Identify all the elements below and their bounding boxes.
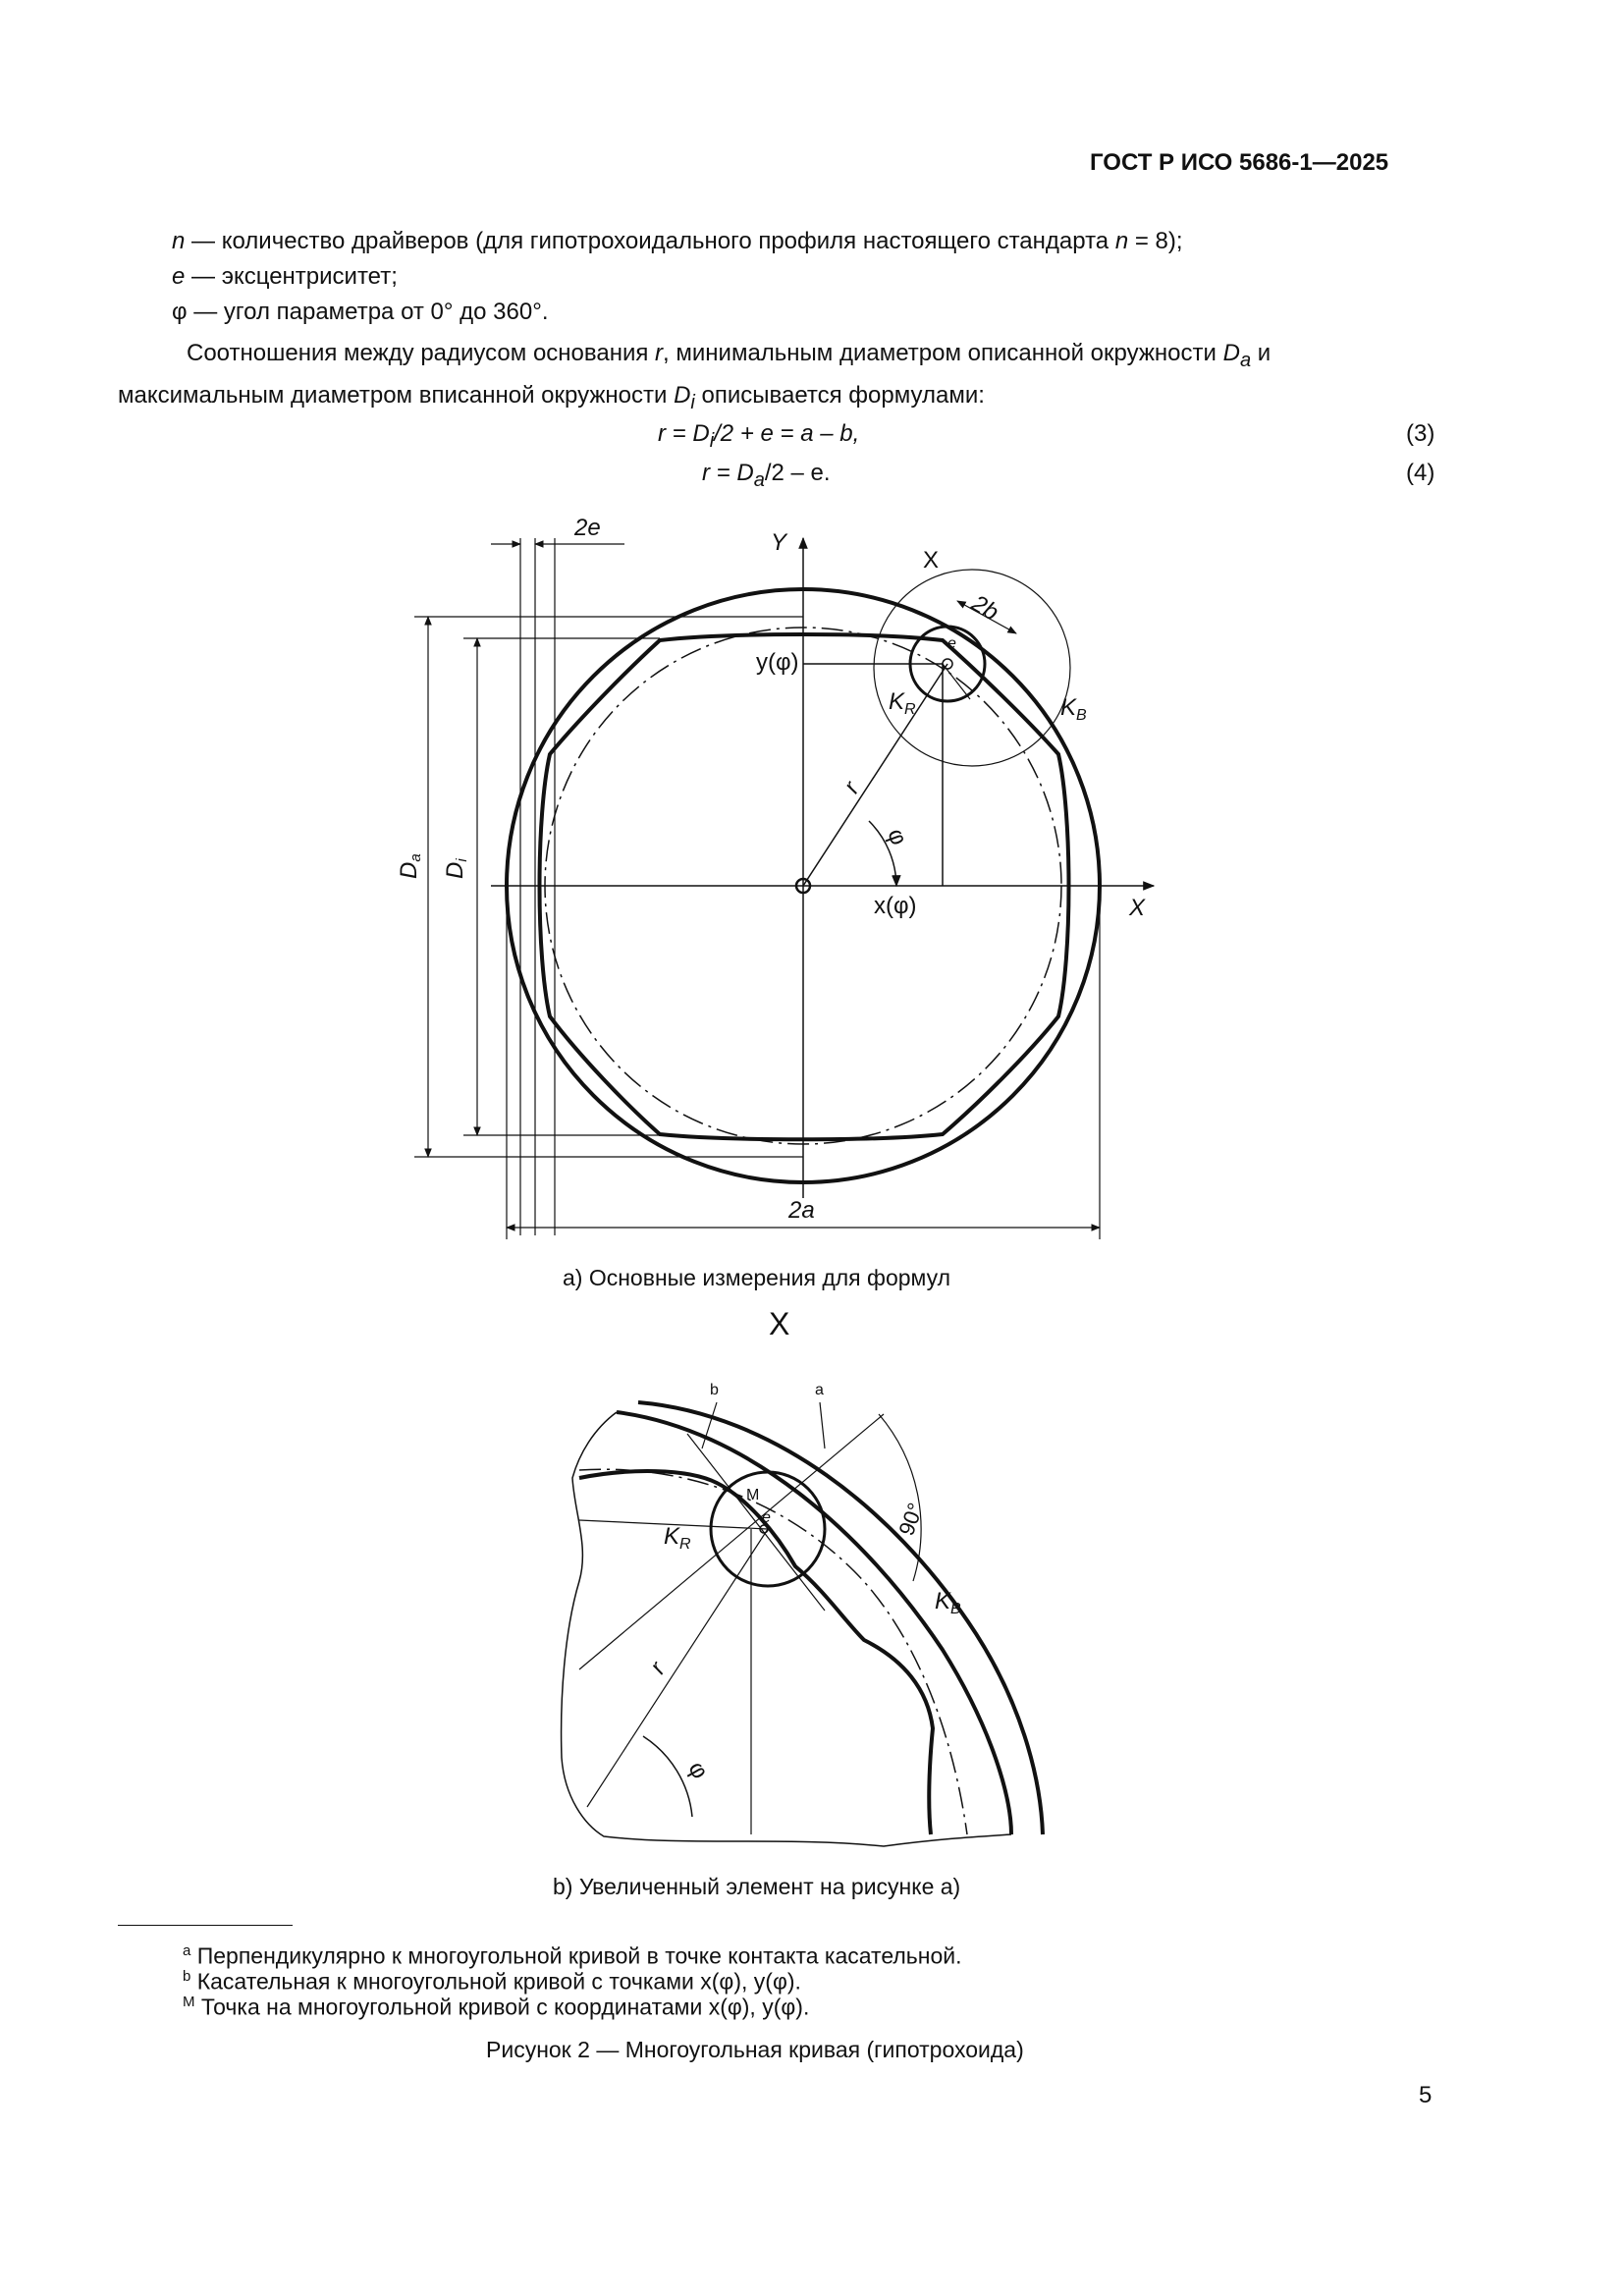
label-phi: φ bbox=[882, 825, 913, 849]
page-number: 5 bbox=[1419, 2082, 1433, 2108]
equation-4: $r = D_a/2 - e$. bbox=[702, 460, 831, 491]
polygon-curve-detail bbox=[579, 1471, 933, 1834]
label-kr-detail: $K_R$ bbox=[664, 1523, 691, 1553]
label-y-phi: y(φ) bbox=[756, 649, 799, 676]
label-r-detail: r bbox=[644, 1657, 672, 1679]
label-x-detail: X bbox=[923, 547, 940, 574]
label-r: r bbox=[838, 777, 865, 798]
break-outline bbox=[562, 1412, 1011, 1846]
label-2b: 2b bbox=[966, 589, 1003, 627]
footnote-a: $^a$ Перпендикулярно к многоугольной кривой в точке контакта касательной. bbox=[183, 1942, 962, 1969]
figure-a-caption: a) Основные измерения для формул bbox=[563, 1265, 951, 1290]
footnote-m: $^M$ Точка на многоугольной кривой с координатами x(φ), y(φ). bbox=[183, 1994, 810, 2020]
label-kb-detail: $K_B$ bbox=[935, 1588, 961, 1617]
definition-e: e — эксцентриситет; bbox=[172, 263, 398, 290]
definition-n: n — количество драйверов (для гипотрохоидального профиля настоящего стандарта n = 8); bbox=[172, 228, 1183, 254]
label-da: Da bbox=[396, 853, 424, 879]
footnote-rule bbox=[118, 1925, 293, 1926]
label-m: M bbox=[746, 1487, 760, 1503]
definition-phi: φ — угол параметра от 0° до 360°. bbox=[172, 299, 549, 325]
figure-title: Рисунок 2 — Многоугольная кривая (гипотрохоида) bbox=[486, 2037, 1024, 2062]
label-kr: $K_R$ bbox=[889, 688, 916, 718]
label-90: 90° bbox=[893, 1500, 929, 1539]
document-header: ГОСТ Р ИСО 5686-1—2025 bbox=[1090, 149, 1389, 176]
label-phi-detail: φ bbox=[682, 1757, 714, 1784]
label-2e: 2e bbox=[574, 515, 601, 541]
relation-paragraph: Соотношения между радиусом основания r, минимальным диаметром описанной окружности $D_a$ и максимальным диаметром вписанной окружности $D_i$ описывается формулами: bbox=[118, 340, 1271, 413]
label-b-leader: b bbox=[710, 1382, 719, 1398]
label-e-detail: e bbox=[762, 1509, 771, 1526]
figure-b-caption: b) Увеличенный элемент на рисунке a) bbox=[553, 1874, 961, 1899]
label-a-leader: a bbox=[815, 1382, 824, 1398]
label-e: e bbox=[947, 635, 956, 652]
footnote-b: $^b$ Касательная к многоугольной кривой с точками x(φ), y(φ). bbox=[183, 1968, 801, 1995]
label-di: Di bbox=[442, 858, 470, 879]
label-2a: 2a bbox=[788, 1197, 815, 1224]
label-y-axis: Y bbox=[771, 529, 787, 556]
outer-arc-kb bbox=[617, 1412, 1011, 1834]
label-x-axis: X bbox=[1129, 895, 1146, 921]
equation-4-number: (4) bbox=[1406, 460, 1435, 486]
label-x-phi: x(φ) bbox=[874, 893, 917, 919]
equation-3-number: (3) bbox=[1406, 420, 1435, 447]
detail-title: X bbox=[769, 1306, 790, 1341]
equation-3: $r = D_i/2 + e = a - b$, bbox=[658, 420, 860, 452]
label-kb: $K_B$ bbox=[1060, 694, 1087, 724]
